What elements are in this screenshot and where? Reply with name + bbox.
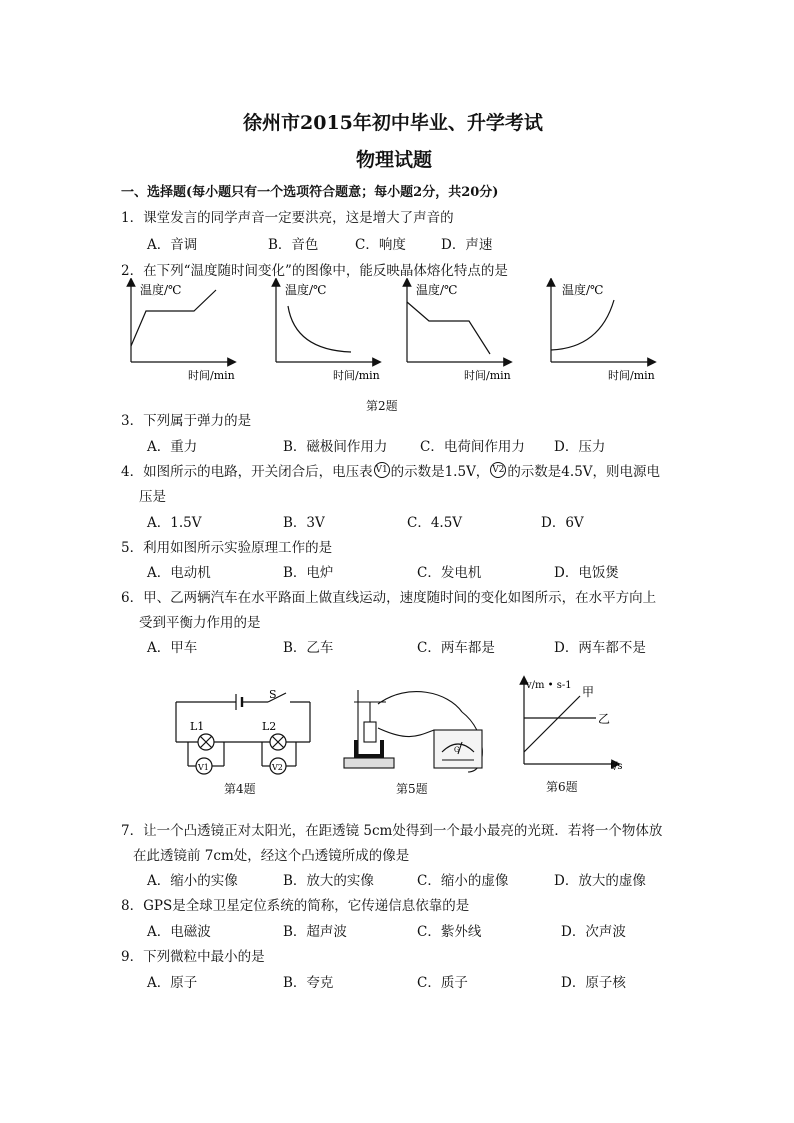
fig6-xlabel: t/s (610, 761, 623, 772)
q2-graphs (118, 278, 678, 384)
question-6: 6．甲、乙两辆汽车在水平路面上做直线运动，速度随时间的变化如图所示，在水平方向上 (121, 590, 657, 606)
question-7: 7．让一个凸透镜正对太阳光，在距透镜 5cm处得到一个最小最亮的光斑．若将一个物体放 (121, 823, 663, 839)
q5-option-d[interactable]: D．电饭煲 (554, 565, 619, 581)
q4-option-d[interactable]: D．6V (541, 515, 584, 531)
q6-option-a[interactable]: A．甲车 (147, 640, 198, 656)
fig6-label-jia: 甲 (582, 685, 595, 699)
fig4-v2-label: V2 (272, 763, 283, 772)
q1-option-c[interactable]: C．响度 (355, 237, 406, 253)
exam-title: 徐州市2015年初中毕业、升学考试 (243, 112, 543, 134)
q5-option-c[interactable]: C．发电机 (417, 565, 482, 581)
fig4-v1-label: V1 (198, 763, 209, 772)
q3-option-c[interactable]: C．电荷间作用力 (420, 439, 525, 455)
q2-caption: 第2题 (366, 399, 398, 413)
section-heading: 一、选择题(每小题只有一个选项符合题意；每小题2分，共20分) (121, 185, 499, 200)
q4-option-b[interactable]: B．3V (283, 515, 325, 531)
q6-option-c[interactable]: C．两车都是 (417, 640, 495, 656)
fig4-switch-label: S (269, 688, 277, 701)
q4-text-b: 的示数是1.5V， (390, 464, 490, 480)
q6-option-b[interactable]: B．乙车 (283, 640, 334, 656)
q9-option-c[interactable]: C．质子 (417, 975, 468, 991)
fig6-caption: 第6题 (546, 780, 578, 794)
q2-graph-a-xlabel: 时间/min (188, 369, 235, 382)
q2-graph-d-ylabel: 温度/℃ (562, 283, 604, 297)
question-9: 9．下列微粒中最小的是 (121, 949, 265, 965)
q5-option-b[interactable]: B．电炉 (283, 565, 334, 581)
q2-graph-d-xlabel: 时间/min (608, 369, 655, 382)
q2-graph-c-ylabel: 温度/℃ (416, 283, 458, 297)
q8-option-d[interactable]: D．次声波 (561, 924, 626, 940)
q7-option-d[interactable]: D．放大的虚像 (554, 873, 646, 889)
q7-option-c[interactable]: C．缩小的虚像 (417, 873, 509, 889)
q4-option-a[interactable]: A．1.5V (147, 515, 202, 531)
voltmeter-v1-symbol: V1 (374, 462, 390, 478)
fig6-vt-graph (508, 674, 632, 774)
q9-option-d[interactable]: D．原子核 (561, 975, 626, 991)
q7-option-a[interactable]: A．缩小的实像 (147, 873, 238, 889)
q3-option-d[interactable]: D．压力 (554, 439, 606, 455)
q2-graph-b-xlabel: 时间/min (333, 369, 380, 382)
exam-subtitle: 物理试题 (356, 149, 433, 171)
q9-option-a[interactable]: A．原子 (147, 975, 198, 991)
fig6-ylabel: v/m • s-1 (526, 680, 572, 691)
fig5-caption: 第5题 (396, 782, 428, 796)
question-3: 3．下列属于弹力的是 (121, 413, 252, 429)
q1-option-a[interactable]: A．音调 (147, 237, 198, 253)
fig6-line-jia (524, 696, 580, 752)
q3-option-a[interactable]: A．重力 (147, 439, 198, 455)
fig4-caption: 第4题 (224, 782, 256, 796)
q2-graph-a[interactable] (131, 282, 235, 382)
q2-graph-c-xlabel: 时间/min (464, 369, 511, 382)
q3-option-b[interactable]: B．磁极间作用力 (283, 439, 388, 455)
q8-option-a[interactable]: A．电磁波 (147, 924, 211, 940)
q2-graph-c[interactable] (407, 282, 511, 382)
q2-graph-a-ylabel: 温度/℃ (140, 283, 182, 297)
question-1: 1．课堂发言的同学声音一定要洪亮，这是增大了声音的 (121, 210, 454, 226)
fig4-lamp1-label: L1 (190, 720, 205, 733)
q8-option-b[interactable]: B．超声波 (283, 924, 347, 940)
question-8: 8．GPS是全球卫星定位系统的简称，它传递信息依靠的是 (121, 898, 470, 914)
q1-option-b[interactable]: B．音色 (268, 237, 319, 253)
q6-option-d[interactable]: D．两车都不是 (554, 640, 646, 656)
fig4-lamp2-label: L2 (262, 720, 277, 733)
q2-graph-d[interactable] (551, 282, 655, 382)
fig5-apparatus (338, 682, 488, 780)
voltmeter-v2-symbol: V2 (490, 462, 506, 478)
question-4 (121, 460, 660, 480)
q9-option-b[interactable]: B．夸克 (283, 975, 334, 991)
q4-text-a: 4．如图所示的电路，开关闭合后，电压表 (121, 464, 373, 480)
q2-graph-b-ylabel: 温度/℃ (285, 283, 327, 297)
question-7-cont: 在此透镜前 7cm处，经这个凸透镜所成的像是 (133, 848, 410, 864)
q2-graph-b[interactable] (276, 282, 380, 382)
fig6-label-yi: 乙 (598, 712, 611, 726)
fig5-meter-label: G (454, 746, 460, 754)
question-4-cont: 压是 (139, 489, 166, 505)
question-5: 5．利用如图所示实验原理工作的是 (121, 540, 333, 556)
q5-option-a[interactable]: A．电动机 (147, 565, 211, 581)
q4-option-c[interactable]: C．4.5V (407, 515, 463, 531)
question-6-cont: 受到平衡力作用的是 (139, 615, 261, 631)
q1-option-d[interactable]: D．声速 (441, 237, 493, 253)
q4-text-c: 的示数是4.5V，则电源电 (507, 464, 661, 480)
q8-option-c[interactable]: C．紫外线 (417, 924, 482, 940)
question-2: 2．在下列“温度随时间变化”的图像中，能反映晶体熔化特点的是 (121, 263, 508, 279)
q7-option-b[interactable]: B．放大的实像 (283, 873, 374, 889)
